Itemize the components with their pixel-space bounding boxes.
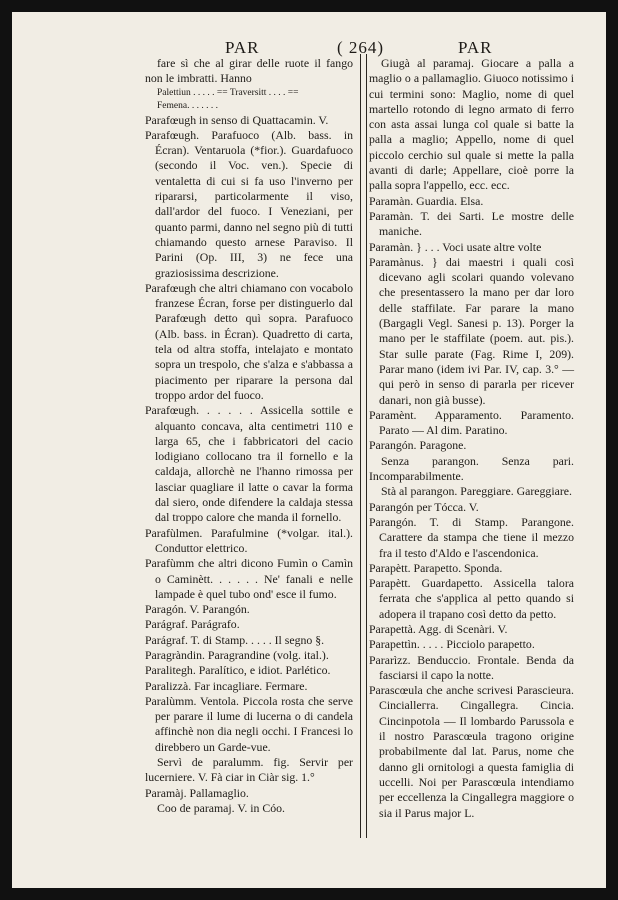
dictionary-subentry: Senza parangon. Senza pari. Incomparabilmente.	[369, 453, 574, 484]
term-table-row: Palettiun . . . . . == Traversitt . . . . ==	[157, 87, 299, 98]
running-head-left: PAR	[225, 38, 260, 57]
dictionary-entry: Parapètt. Guardapetto. Assicella talora ferrata che s'applica al petto quando si adopera il trapano così detto da petto.	[369, 576, 574, 621]
dictionary-entry: Parapettìn. . . . . Picciolo parapetto.	[369, 637, 535, 652]
dictionary-entry: Pararìzz. Benduccio. Frontale. Benda da fasciarsi il capo la notte.	[369, 652, 574, 682]
dictionary-subentry: Giugà al paramaj. Giocare a palla a maglio o a pallamaglio. Giuoco notissimo i cui termini sono: Maglio, nome di quel martello rotondo di legno armato di ferro con asta assai lunga col quale si batte la palla a maglio; Appello, nome di quel piccolo cerchio sul quale si mette la palla avanti di darle; Appellare, cioè porre la palla sopra l'appello, ecc. ecc.	[369, 56, 574, 193]
dictionary-entry: Parágraf. T. di Stamp. . . . . Il segno §.	[145, 632, 325, 647]
dictionary-entry: Paragón. V. Parangón.	[145, 602, 250, 617]
dictionary-entry: Parangón. T. di Stamp. Parangone. Carattere da stampa che tiene il mezzo fra il testo d'Aldo e l'ascendonica.	[369, 514, 574, 560]
dictionary-entry: Parafùmm che altri dicono Fumìn o Camìn o Caminètt. . . . . . Ne' fanali e nelle lampade è quel tubo ond' esce il fumo.	[145, 556, 353, 601]
running-head-right: PAR	[458, 38, 493, 57]
dictionary-entry: Parágraf. Parágrafo.	[145, 617, 240, 632]
dictionary-entry: Paralitegh. Paralítico, e idiot. Parlético.	[145, 663, 331, 678]
right-column	[369, 56, 574, 821]
dictionary-entry: Parafœugh che altri chiamano con vocabolo franzese Écran, forse per distinguerlo dal Parafœugh detto quì sopra. Parafuoco (Alb. bass. in Écran). Quadretto di carta, tela od altra stoffa, intelajato e montato sopra un trespolo, che s'alza e s'abbassa a piacimento per riparare la persona dal troppo ardor del fuoco.	[145, 280, 353, 402]
dictionary-entry: Paramàj. Pallamaglio.	[145, 785, 249, 800]
dictionary-entry: Paragràndin. Paragrandine (volg. ital.).	[145, 647, 329, 662]
dictionary-subentry: Servì de paralumm. fig. Servir per lucerniere. V. Fà ciar in Ciàr sig. 1.°	[145, 755, 353, 785]
column-divider	[360, 54, 367, 838]
dictionary-entry: Parapettà. Agg. di Scenàri. V.	[369, 621, 508, 636]
term-table-row: Femena. . . . . . .	[157, 100, 218, 111]
dictionary-subentry: Stà al parangon. Pareggiare. Gareggiare.	[381, 484, 572, 499]
dictionary-entry: Paramènt. Apparamento. Paramento. Parato — Al dim. Paratino.	[369, 407, 574, 438]
dictionary-entry: Paralùmm. Ventola. Piccola rosta che serve per parare il lume di lucerna o di candela affinchè non dia negli occhi. I Francesi lo direbbero un Garde-vue.	[145, 693, 353, 754]
dictionary-entry: Paramàn. } . . . Voci usate altre volte	[369, 239, 542, 254]
dictionary-entry: Parafœugh. . . . . . Assicella sottile e alquanto concava, alta centimetri 110 e larga 65, che i fabbricatori del cacio lodigiano collocano tra il fornello e la caldaja, allorchè ne l'hanno rimossa per lasciar quagliare il latte o cavar la forma dal siero, onde difendere la caldaja stessa dal troppo calore che manda il fornello.	[145, 403, 353, 525]
dictionary-entry: Parascœula che anche scrivesi Parascieura. Cincialleгra. Cingallegra. Cincia. Cincinpotola — Il lombardo Parussola e il nostro Parascœula tragono origine probabilmente dal lat. Parus, nome che danno gli ornitologi a questa famiglia di uccelli. Noi per Parascœula intendiamo per eccellenza la Cingallegra maggiore o sia il Parus major L.	[369, 683, 574, 820]
dictionary-entry: Parafœugh. Parafuoco (Alb. bass. in Écran). Ventaruola (*fior.). Guardafuoco (secondo il Voc. ven.). Specie di ventaletta di cui si fa uso l'inverno per ripararsi, particolarmente il viso, dall'ardor del fuoco. I Veneziani, per quanto parmi, danno nel segno più di tutti chiamando questo arnese Paraviso. Il Parini (Op. III, 3) ne fece una graziosissima descrizione.	[145, 127, 353, 280]
dictionary-subentry: Coo de paramaj. V. in Cóo.	[157, 800, 286, 815]
dictionary-entry: Paralizzà. Far incagliare. Fermare.	[145, 678, 308, 693]
entry-continuation: fare sì che al girar delle ruote il fango non le imbratti. Hanno	[145, 56, 353, 86]
dictionary-entry: Parafœugh in senso di Quattacamin. V.	[145, 112, 329, 127]
dictionary-entry: Paramàn. T. dei Sarti. Le mostre delle maniche.	[369, 208, 574, 239]
book-page	[12, 12, 606, 888]
dictionary-entry: Parangón. Paragone.	[369, 438, 467, 453]
dictionary-entry: Parangón per Tócca. V.	[369, 499, 479, 514]
dictionary-entry: Parapètt. Parapetto. Sponda.	[369, 560, 503, 575]
left-column	[145, 56, 353, 816]
dictionary-entry: Paramànus. } dai maestri i quali così dicevano agli scolari quando volevano che presentassero la mano per dar loro delle staffilate. Far parare la mano (Bargagli Vegl. Sanesi p. 13). Porger la mano per le staffilate (poem. aut. pis.). Star sulle parate (Fag. Rime I, 209). Parar mano (idem ivi Par. IV, cap. 3.° — qui però in senso di pararla per ricever danari, non già busse).	[369, 254, 574, 407]
dictionary-entry: Parafùlmen. Parafulmine (*volgar. ital.). Conduttor elettrico.	[145, 525, 353, 555]
page-number: ( 264)	[337, 38, 385, 57]
dictionary-entry: Paramàn. Guardia. Elsa.	[369, 193, 484, 208]
